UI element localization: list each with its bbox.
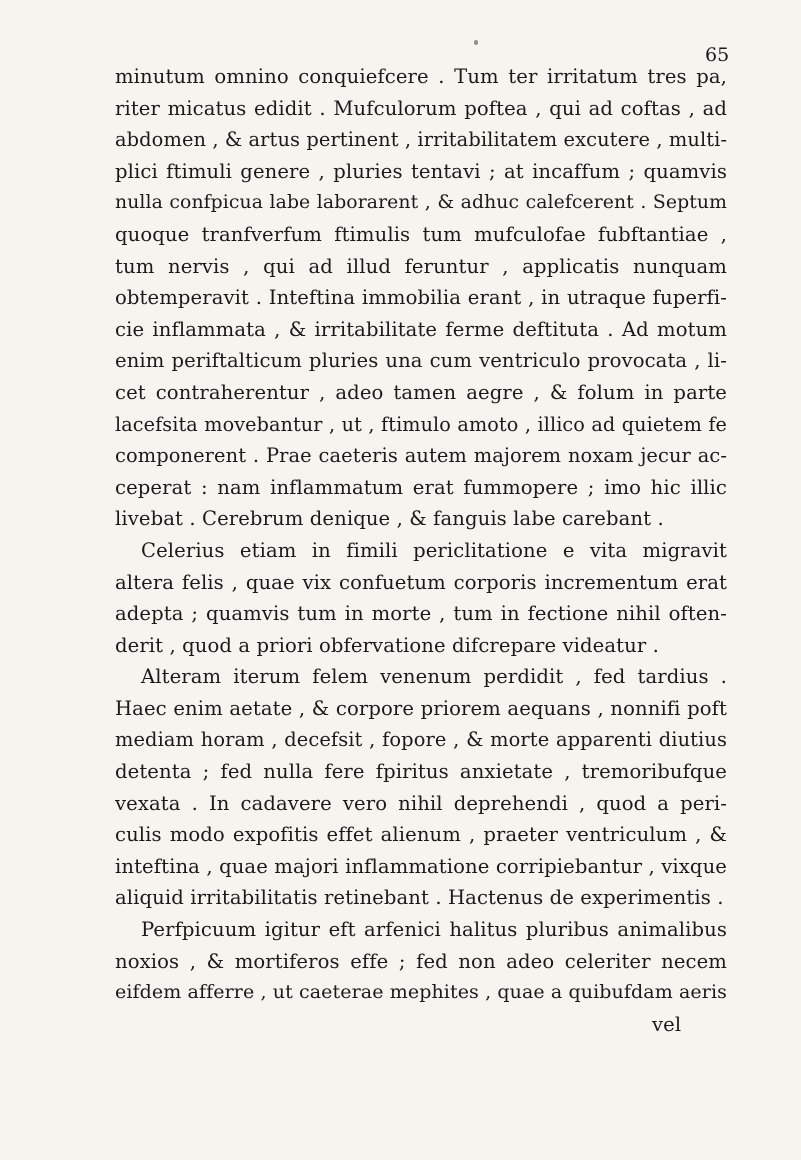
paragraph-end-line: livebat . Cerebrum denique , & fanguis labe carebant . xyxy=(115,507,664,531)
text-line: lacefsita movebantur , ut , ftimulo amoto , illico ad quietem fe xyxy=(115,412,727,436)
text-line: adepta ; quamvis tum in morte , tum in fectione nihil often- xyxy=(115,602,727,626)
text-line: nulla confpicua labe laborarent , & adhuc calefcerent . Septum xyxy=(115,192,727,214)
text-line: riter micatus edidit . Mufculorum poftea , qui ad coftas , ad xyxy=(115,96,727,120)
paragraph-start-line: Perfpicuum igitur eft arfenici halitus pluribus animalibus xyxy=(141,918,727,942)
text-line: culis modo expofitis effet alienum , praeter ventriculum , & xyxy=(115,823,727,847)
text-line: minutum omnino conquiefcere . Tum ter irritatum tres pa, xyxy=(115,65,727,88)
text-line: cie inflammata , & irritabilitate ferme deftituta . Ad motum xyxy=(115,317,727,341)
text-line: inteftina , quae majori inflammatione corripiebantur , vixque xyxy=(115,854,727,878)
paragraph-end-line: aliquid irritabilitatis retinebant . Hactenus de experimentis . xyxy=(115,886,724,910)
text-line: altera felis , quae vix confuetum corporis incrementum erat xyxy=(115,570,727,594)
text-line: Haec enim aetate , & corpore priorem aequans , nonnifi poft xyxy=(115,696,727,720)
text-line: componerent . Prae caeteris autem majorem noxam jecur ac- xyxy=(115,444,727,468)
text-line: quoque tranfverfum ftimulis tum mufculofae fubftantiae , xyxy=(115,222,727,246)
text-line: plici ftimuli genere , pluries tentavi ; at incaffum ; quamvis xyxy=(115,159,727,183)
text-line: obtemperavit . Inteftina immobilia erant , in utraque fuperfi- xyxy=(115,286,727,310)
ink-speck xyxy=(474,40,478,45)
page-number: 65 xyxy=(705,44,730,66)
text-line: cet contraherentur , adeo tamen aegre , & folum in parte xyxy=(115,380,727,404)
body-text xyxy=(115,61,727,1040)
text-line: noxios , & mortiferos effe ; fed non adeo celeriter necem xyxy=(115,949,727,973)
text-line: vexata . In cadavere vero nihil deprehendi , quod a peri- xyxy=(115,791,727,815)
text-line: ceperat : nam inflammatum erat fummopere ; imo hic illic xyxy=(115,475,727,499)
text-line: detenta ; fed nulla fere fpiritus anxietate , tremoribufque xyxy=(115,760,727,784)
text-line: abdomen , & artus pertinent , irritabilitatem excutere , multi- xyxy=(115,128,728,152)
text-line: tum nervis , qui ad illud feruntur , applicatis nunquam xyxy=(115,254,727,278)
text-line: enim periftalticum pluries una cum ventriculo provocata , li- xyxy=(115,349,727,373)
text-line: mediam horam , decefsit , fopore , & morte apparenti diutius xyxy=(115,728,727,752)
catchword: vel xyxy=(652,1012,682,1036)
paragraph-start-line: Alteram iterum felem venenum perdidit , fed tardius . xyxy=(141,665,727,689)
paragraph-start-line: Celerius etiam in fimili periclitatione e vita migravit xyxy=(141,538,727,562)
paragraph-end-line: derit , quod a priori obfervatione difcrepare videatur . xyxy=(115,633,659,657)
text-line: eifdem afferre , ut caeterae mephites , quae a quibufdam aeris xyxy=(115,981,727,1004)
